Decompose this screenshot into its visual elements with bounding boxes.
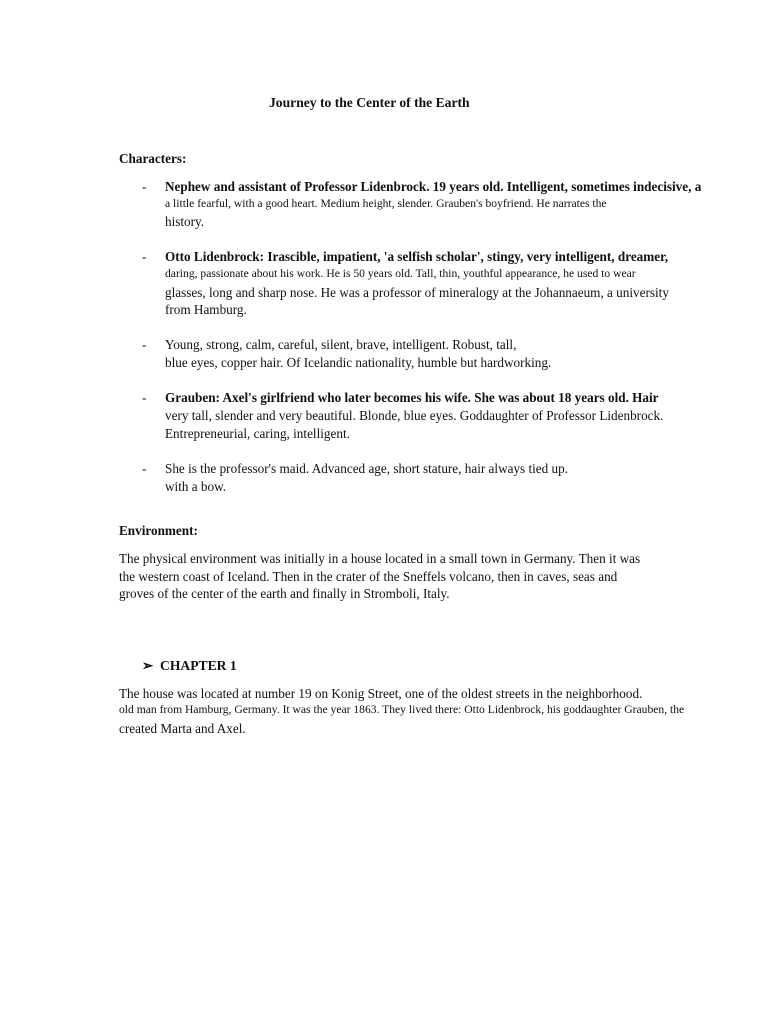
document-title: Journey to the Center of the Earth (269, 95, 470, 110)
bullet-dash: - (142, 249, 147, 264)
character-line: a little fearful, with a good heart. Medium height, slender. Grauben's boyfriend. He narrates the (165, 197, 607, 210)
chapter-line: created Marta and Axel. (119, 721, 246, 736)
chapter-heading: CHAPTER 1 (160, 658, 237, 673)
bullet-dash: - (142, 337, 147, 352)
character-line: Entrepreneurial, caring, intelligent. (165, 426, 350, 441)
environment-line: groves of the center of the earth and finally in Stromboli, Italy. (119, 586, 450, 601)
environment-line: The physical environment was initially in a house located in a small town in Germany. Then it was (119, 551, 641, 566)
character-line: daring, passionate about his work. He is 50 years old. Tall, thin, youthful appearance, he used to wear (165, 267, 636, 280)
character-line: history. (165, 214, 205, 229)
characters-heading: Characters: (119, 151, 187, 166)
character-line: very tall, slender and very beautiful. Blonde, blue eyes. Goddaughter of Professor Lidenbrock. (165, 408, 664, 423)
character-line: Nephew and assistant of Professor Lidenbrock. 19 years old. Intelligent, sometimes indecisive, a (165, 179, 702, 194)
environment-line: the western coast of Iceland. Then in the crater of the Sneffels volcano, then in caves, seas and (119, 569, 618, 584)
chapter-line: old man from Hamburg, Germany. It was the year 1863. They lived there: Otto Lidenbrock, his goddaughter Grauben, the (119, 703, 685, 716)
character-line: blue eyes, copper hair. Of Icelandic nationality, humble but hardworking. (165, 355, 552, 370)
character-line: Grauben: Axel's girlfriend who later becomes his wife. She was about 18 years old. Hair (165, 390, 659, 405)
chapter-arrow-icon: ➢ (142, 658, 154, 673)
bullet-dash: - (142, 461, 147, 476)
character-line: from Hamburg. (165, 302, 247, 317)
character-line: with a bow. (165, 479, 227, 494)
character-line: Otto Lidenbrock: Irascible, impatient, 'a selfish scholar', stingy, very intelligent, dreamer, (165, 249, 669, 264)
character-line: glasses, long and sharp nose. He was a professor of mineralogy at the Johannaeum, a university (165, 285, 669, 300)
character-line: She is the professor's maid. Advanced age, short stature, hair always tied up. (165, 461, 569, 476)
bullet-dash: - (142, 390, 147, 405)
character-line: Young, strong, calm, careful, silent, brave, intelligent. Robust, tall, (165, 337, 517, 352)
chapter-line: The house was located at number 19 on Konig Street, one of the oldest streets in the neighborhood. (119, 686, 643, 701)
bullet-dash: - (142, 179, 147, 194)
environment-heading: Environment: (119, 523, 198, 538)
